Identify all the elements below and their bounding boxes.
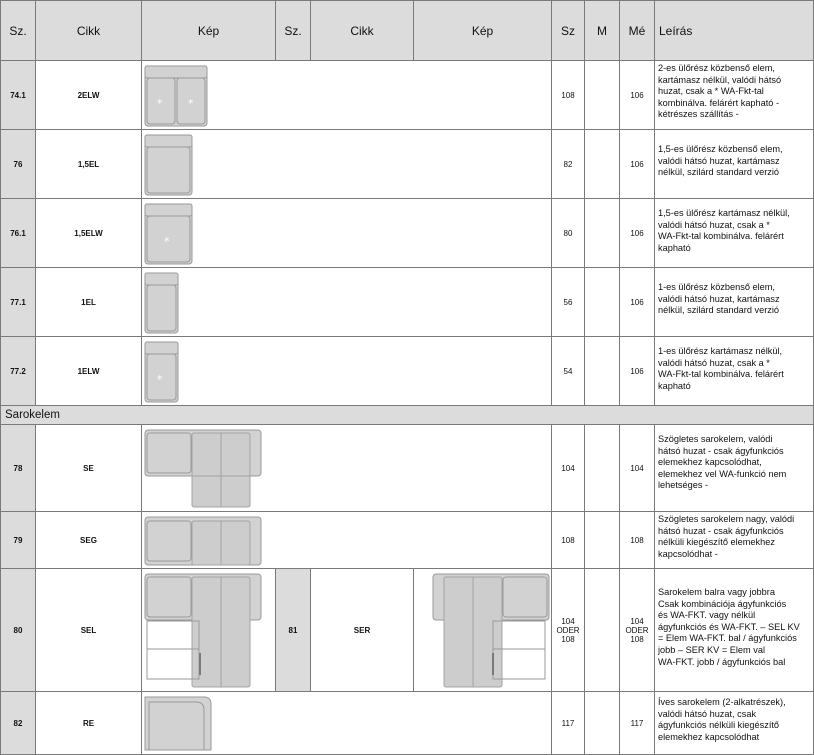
corner-re-image bbox=[144, 696, 214, 752]
row-description: 2-es ülőrész közbenső elem, kartámasz nélkül, valódi hátsó huzat, csak a * WA-Fkt-tal kombinálva. felárért kapható - kétrészes szállítás - bbox=[655, 61, 814, 130]
svg-text:*: * bbox=[157, 373, 163, 386]
row-image-area bbox=[142, 268, 552, 337]
row-size-value: 104 bbox=[552, 425, 585, 512]
row-me-value: 106 bbox=[620, 268, 655, 337]
svg-text:*: * bbox=[164, 235, 170, 248]
svg-text:*: * bbox=[157, 97, 163, 110]
row-me-value: 104 bbox=[620, 425, 655, 512]
row-description: 1-es ülőrész kartámasz nélkül, valódi hátsó huzat, csak a * WA-Fkt-tal kombinálva. felárért kapható bbox=[655, 337, 814, 406]
row-sz: 79 bbox=[1, 512, 36, 569]
row-me-value: 106 bbox=[620, 337, 655, 406]
row-sz-2: 81 bbox=[276, 569, 311, 692]
sofa-1elw-image bbox=[144, 341, 180, 403]
header-cikk: Cikk bbox=[36, 1, 142, 61]
row-sz: 76.1 bbox=[1, 199, 36, 268]
header-leiras: Leírás bbox=[655, 1, 814, 61]
row-m-value bbox=[585, 61, 620, 130]
corner-sel-image bbox=[144, 573, 264, 689]
row-description: Szögletes sarokelem, valódi hátsó huzat - csak ágyfunkciós elemekhez kapcsolódhat, elemekhez vel WA-funkció nem lehetséges - bbox=[655, 425, 814, 512]
row-m-value bbox=[585, 130, 620, 199]
row-size-value: 108 bbox=[552, 61, 585, 130]
row-description: Íves sarokelem (2-alkatrészek), valódi hátsó huzat, csak ágyfunkciós nélküli kiegészítő elemekhez kapcsolódhat bbox=[655, 692, 814, 755]
row-size-value: 54 bbox=[552, 337, 585, 406]
row-sz: 76 bbox=[1, 130, 36, 199]
row-m-value bbox=[585, 692, 620, 755]
row-description: 1,5-es ülőrész közbenső elem, valódi hátsó huzat, kartámasz nélkül, szilárd standard verzió bbox=[655, 130, 814, 199]
row-m-value bbox=[585, 268, 620, 337]
row-cikk: SE bbox=[36, 425, 142, 512]
header-sz: Sz. bbox=[1, 1, 36, 61]
header-me: Mé bbox=[620, 1, 655, 61]
row-sz: 74.1 bbox=[1, 61, 36, 130]
row-cikk: 2ELW bbox=[36, 61, 142, 130]
header-m: M bbox=[585, 1, 620, 61]
row-cikk: 1ELW bbox=[36, 337, 142, 406]
row-image-area bbox=[142, 199, 552, 268]
row-sz: 80 bbox=[1, 569, 36, 692]
row-image-area bbox=[142, 337, 552, 406]
row-cikk: SEG bbox=[36, 512, 142, 569]
row-m-value bbox=[585, 512, 620, 569]
row-sz: 78 bbox=[1, 425, 36, 512]
sofa-1-5el-image bbox=[144, 134, 194, 196]
row-me-value: 106 bbox=[620, 61, 655, 130]
row-size-value: 104 ODER 108 bbox=[552, 569, 585, 692]
row-size-value: 56 bbox=[552, 268, 585, 337]
header-sz-2: Sz. bbox=[276, 1, 311, 61]
row-cikk-2: SER bbox=[311, 569, 414, 692]
row-sz: 82 bbox=[1, 692, 36, 755]
row-size-value: 82 bbox=[552, 130, 585, 199]
sofa-2elw-image bbox=[144, 65, 210, 127]
row-m-value bbox=[585, 199, 620, 268]
corner-se-image bbox=[144, 429, 264, 509]
row-image-area bbox=[142, 130, 552, 199]
row-sz: 77.2 bbox=[1, 337, 36, 406]
row-description: Szögletes sarokelem nagy, valódi hátsó huzat - csak ágyfunkciós nélküli kiegészítő elemekhez kapcsolódhat - bbox=[655, 512, 814, 569]
row-size-value: 108 bbox=[552, 512, 585, 569]
section-title-sarokelem: Sarokelem bbox=[1, 406, 814, 425]
row-me-value: 106 bbox=[620, 199, 655, 268]
row-description: 1-es ülőrész közbenső elem, valódi hátsó huzat, kartámasz nélkül, szilárd standard verzió bbox=[655, 268, 814, 337]
row-size-value: 117 bbox=[552, 692, 585, 755]
row-size-value: 80 bbox=[552, 199, 585, 268]
row-m-value bbox=[585, 425, 620, 512]
row-cikk: SEL bbox=[36, 569, 142, 692]
row-description: Sarokelem balra vagy jobbra Csak kombinációja ágyfunkciós és WA-FKT. vagy nélkül ágyfunkciós és WA-FKT. – SEL KV = Elem WA-FKT. bal / ágyfunkciós jobb – SER KV = Elem val WA-FKT. jobb / ágyfunkciós bal bbox=[655, 569, 814, 692]
header-sz-size: Sz bbox=[552, 1, 585, 61]
row-cikk: 1,5EL bbox=[36, 130, 142, 199]
row-cikk: 1EL bbox=[36, 268, 142, 337]
row-me-value: 106 bbox=[620, 130, 655, 199]
sofa-1-5elw-image bbox=[144, 203, 194, 265]
row-m-value bbox=[585, 337, 620, 406]
row-me-value: 104 ODER 108 bbox=[620, 569, 655, 692]
header-kep-2: Kép bbox=[414, 1, 552, 61]
row-sz: 77.1 bbox=[1, 268, 36, 337]
header-cikk-2: Cikk bbox=[311, 1, 414, 61]
corner-ser-image bbox=[430, 573, 550, 689]
row-cikk: RE bbox=[36, 692, 142, 755]
row-me-value: 117 bbox=[620, 692, 655, 755]
row-me-value: 108 bbox=[620, 512, 655, 569]
row-description: 1,5-es ülőrész kartámasz nélkül, valódi hátsó huzat, csak a * WA-Fkt-tal kombinálva. felárért kapható bbox=[655, 199, 814, 268]
svg-text:*: * bbox=[188, 97, 194, 110]
row-m-value bbox=[585, 569, 620, 692]
header-kep: Kép bbox=[142, 1, 276, 61]
corner-seg-image bbox=[144, 516, 264, 566]
sofa-1el-image bbox=[144, 272, 180, 334]
row-cikk: 1,5ELW bbox=[36, 199, 142, 268]
